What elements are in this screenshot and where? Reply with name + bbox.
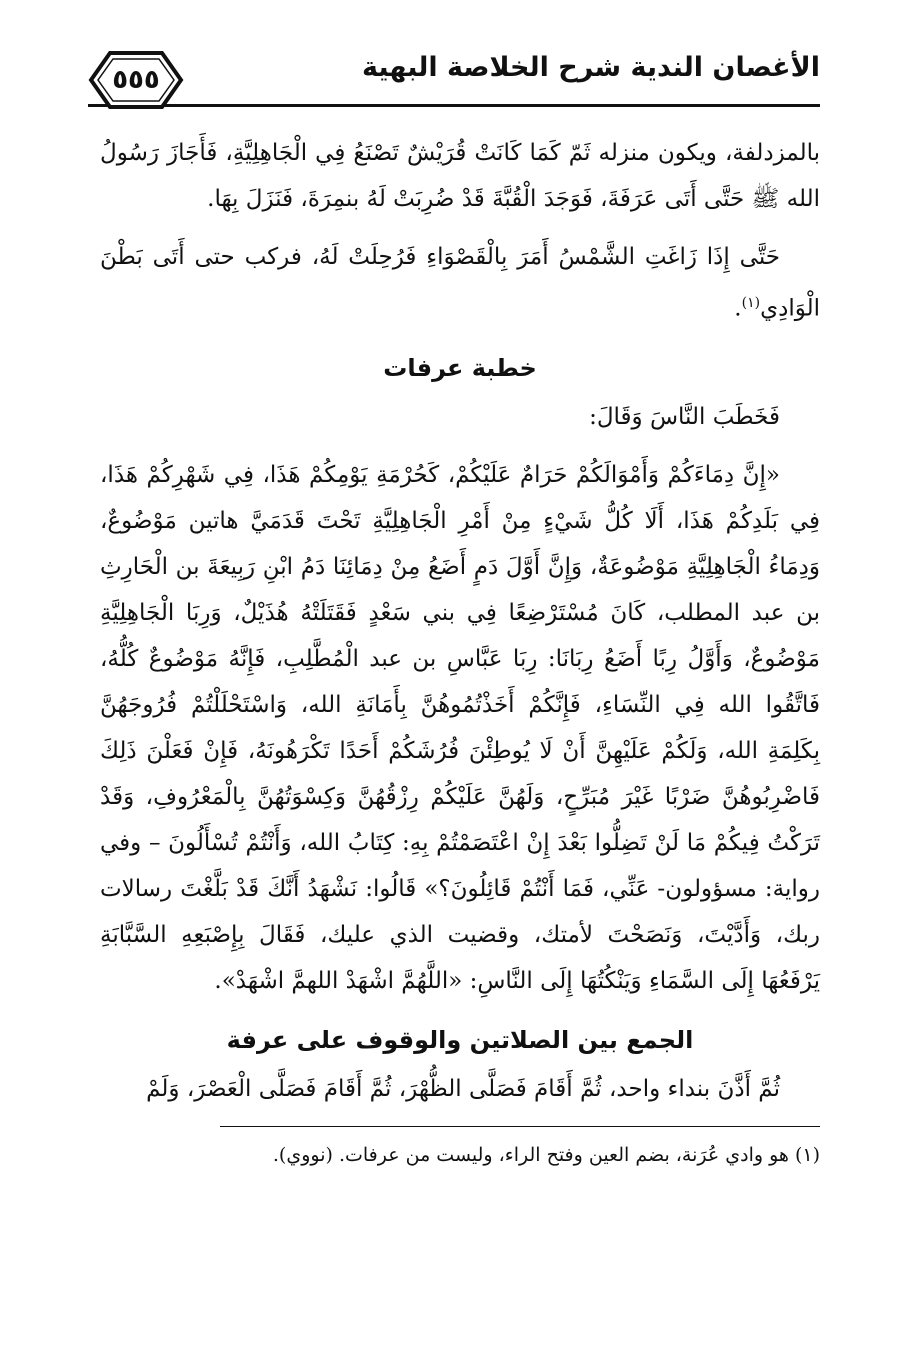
page-number-badge <box>88 50 184 110</box>
heading-combining-prayers: الجمع بين الصلاتين والوقوف على عرفة <box>226 1025 694 1054</box>
page-number: ٥٥٥ <box>112 65 160 95</box>
paragraph-2 <box>100 234 820 332</box>
paragraph-1: بالمزدلفة، ويكون منزله ثَمّ كَمَا كَانَتْ قُرَيْشٌ تَصْنَعُ فِي الْجَاهِلِيَّةِ، فَأَجَازَ رَسُولُ الله ﷺ حَتَّى أَتَى عَرَفَةَ، فَوَجَدَ الْقُبَّةَ قَدْ ضُرِبَتْ لَهُ بنمِرَةَ، فَنَزَلَ بِهَا. <box>100 140 820 212</box>
paragraph-2-text: حَتَّى إِذَا زَاغَتِ الشَّمْسُ أَمَرَ بِالْقَصْوَاءِ فَرُحِلَتْ لَهُ، فركب حتى أَتَى بَطْنَ الْوَادِي <box>100 244 820 322</box>
book-title: الأغصان الندية شرح الخلاصة البهية <box>362 52 820 83</box>
paragraph-sermon: «إِنَّ دِمَاءَكُمْ وَأَمْوَالَكُمْ حَرَامٌ عَلَيْكُمْ، كَحُرْمَةِ يَوْمِكُمْ هَذَا، فِي شَهْرِكُمْ هَذَا، فِي بَلَدِكُمْ هَذَا، أَلَا كُلُّ شَيْءٍ مِنْ أَمْرِ الْجَاهِلِيَّةِ تَحْتَ قَدَمَيَّ هاتين مَوْضُوعٌ، وَدِمَاءُ الْجَاهِلِيَّةِ مَوْضُوعَةٌ، وَإِنَّ أَوَّلَ دَمٍ أَضَعُ مِنْ دِمَائِنَا دَمُ ابْنِ رَبِيعَةَ بن الْحَارِثِ بن عبد المطلب، كَانَ مُسْتَرْضِعًا فِي بني سَعْدٍ فَقَتَلَتْهُ هُذَيْلٌ، وَرِبَا الْجَاهِلِيَّةِ مَوْضُوعٌ، وَأَوَّلُ رِبًا أَضَعُ رِبَانَا: رِبَا عَبَّاسِ بن عبد الْمُطَّلِبِ، فَإِنَّهُ مَوْضُوعٌ كُلُّهُ، فَاتَّقُوا الله فِي النِّسَاءِ، فَإِنَّكُمْ أَخَذْتُمُوهُنَّ بِأَمَانَةِ الله، وَاسْتَحْلَلْتُمْ فُرُوجَهُنَّ بِكَلِمَةِ الله، وَلَكُمْ عَلَيْهِنَّ أَنْ لَا يُوطِئْنَ فُرُشَكُمْ أَحَدًا تَكْرَهُونَهُ، فَإِنْ فَعَلْنَ ذَلِكَ فَاضْرِبُوهُنَّ ضَرْبًا غَيْرَ مُبَرِّحٍ، وَلَهُنَّ عَلَيْكُمْ رِزْقُهُنَّ وَكِسْوَتُهُنَّ بِالْمَعْرُوفِ، وَقَدْ تَرَكْتُ فِيكُمْ مَا لَنْ تَضِلُّوا بَعْدَ إِنْ اعْتَصَمْتُمْ بِهِ: كِتَابُ الله، وَأَنْتُمْ تُسْأَلُونَ – وفي رواية: مسؤولون- عَنِّي، فَمَا أَنْتُمْ قَائِلُونَ؟» قَالُوا: نَشْهَدُ أَنَّكَ قَدْ بَلَّغْتَ رسالات ربك، وَأَدَّيْتَ، وَنَصَحْتَ لأمتك، وقضيت الذي عليك، فَقَالَ بِإِصْبَعِهِ السَّبَّابَةِ يَرْفَعُهَا إِلَى السَّمَاءِ وَيَنْكُتُهَا إِلَى النَّاسِ: «اللَّهُمَّ اشْهَدْ اللهمَّ اشْهَدْ». <box>100 461 820 994</box>
paragraph-2-end: . <box>734 295 742 322</box>
footnote-divider <box>220 1126 820 1127</box>
paragraph-3: فَخَطَبَ النَّاسَ وَقَالَ: <box>589 403 780 430</box>
page-content <box>100 130 820 1171</box>
heading-arafat-sermon: خطبة عرفات <box>383 353 537 382</box>
footnote: (١) هو وادي عُرَنة، بضم العين وفتح الراء، وليست من عرفات. (نووي). <box>272 1143 820 1166</box>
footnote-marker: (١) <box>741 295 761 311</box>
paragraph-5: ثُمَّ أَذَّنَ بنداء واحد، ثُمَّ أَقَامَ فَصَلَّى الظُّهْرَ، ثُمَّ أَقَامَ فَصَلَّى الْعَصْرَ، وَلَمْ <box>146 1075 780 1102</box>
page-header <box>88 42 820 107</box>
